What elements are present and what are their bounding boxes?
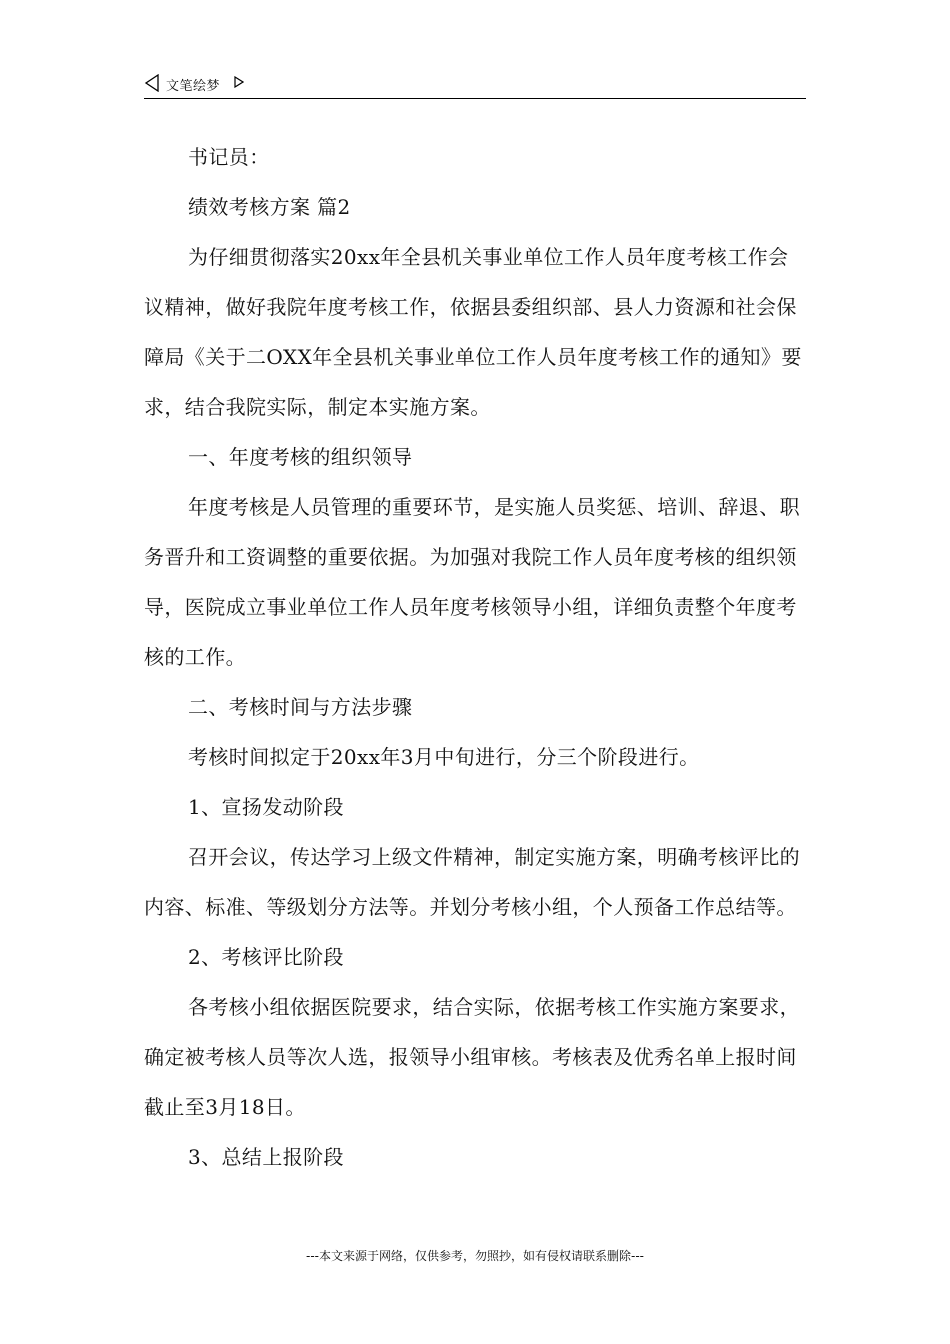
section-title-plan: 绩效考核方案 篇2	[188, 195, 351, 219]
heading-organization: 一、年度考核的组织领导	[188, 445, 413, 469]
paragraph-time: 考核时间拟定于20xx年3月中旬进行，分三个阶段进行。	[188, 745, 700, 769]
page-header	[144, 72, 806, 99]
heading-stage-1: 1、宣扬发动阶段	[188, 795, 344, 819]
paragraph-recorder: 书记员：	[188, 145, 270, 169]
paragraph-stage-1: 召开会议，传达学习上级文件精神，制定实施方案，明确考核评比的内容、标准、等级划分方法等。并划分考核小组，个人预备工作总结等。	[144, 845, 800, 919]
heading-stage-2: 2、考核评比阶段	[188, 945, 344, 969]
triangle-right-small-icon	[234, 76, 244, 88]
heading-time-method: 二、考核时间与方法步骤	[188, 695, 413, 719]
paragraph-organization: 年度考核是人员管理的重要环节，是实施人员奖惩、培训、辞退、职务晋升和工资调整的重要依据。为加强对我院工作人员年度考核的组织领导，医院成立事业单位工作人员年度考核领导小组，详细负责整个年度考核的工作。	[144, 495, 800, 669]
paragraph-intro: 为仔细贯彻落实20xx年全县机关事业单位工作人员年度考核工作会议精神，做好我院年度考核工作，依据县委组织部、县人力资源和社会保障局《关于二OXX年全县机关事业单位工作人员年度考核工作的通知》要求，结合我院实际，制定本实施方案。	[144, 245, 802, 419]
page-footer: ---本文来源于网络，仅供参考，勿照抄，如有侵权请联系删除---	[306, 1249, 644, 1263]
header-title: 文笔绘梦	[166, 79, 221, 94]
heading-stage-3: 3、总结上报阶段	[188, 1145, 344, 1169]
triangle-left-icon	[144, 74, 160, 92]
paragraph-stage-2: 各考核小组依据医院要求，结合实际，依据考核工作实施方案要求，确定被考核人员等次人选，报领导小组审核。考核表及优秀名单上报时间截止至3月18日。	[144, 995, 800, 1119]
document-body	[144, 132, 806, 1182]
